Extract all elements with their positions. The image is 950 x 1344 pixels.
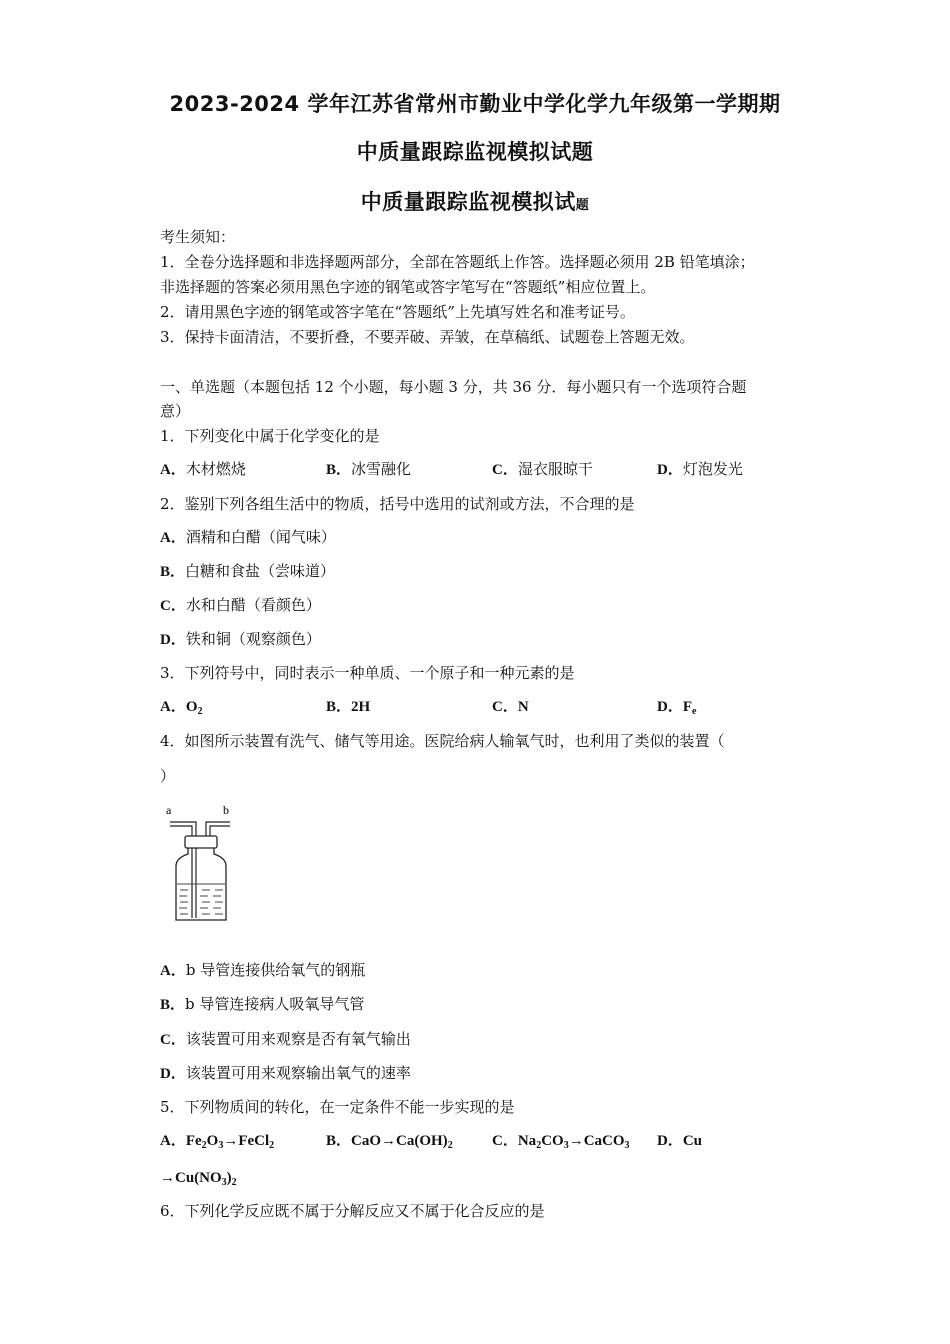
option-label: B． (326, 1133, 352, 1149)
option-label: A． (160, 963, 186, 979)
arrow-symbol: → (381, 1133, 397, 1149)
option-text: 湿衣服晾干 (517, 460, 593, 478)
option-text: 冰雪融化 (351, 460, 412, 478)
formula-part: ) (226, 1170, 232, 1186)
q3-stem: 3．下列符号中，同时表示一种单质、一个原子和一种元素的是 (160, 664, 575, 682)
q5-option-d (657, 1130, 702, 1151)
formula: 2H (351, 699, 371, 715)
q2-option-b (160, 561, 335, 582)
formula-subscript: 2 (231, 1177, 237, 1188)
formula-subscript: 2 (201, 1140, 207, 1151)
exam-title-line-1: 2023-2024 学年江苏省常州市勤业中学化学九年级第一学期期 (169, 92, 781, 116)
formula: N (517, 699, 529, 715)
notice-item-1a: 1．全卷分选择题和非选择题两部分，全部在答题纸上作答。选择题必须用 2B 铅笔填涂； (160, 253, 755, 271)
section-heading-1: 一、单选题（本题包括 12 个小题，每小题 3 分，共 36 分．每小题只有一个选项符合题 (160, 378, 747, 396)
liquid (177, 884, 225, 914)
q4-option-a (160, 960, 365, 981)
q1-option-a (160, 459, 246, 480)
formula-subscript: 3 (624, 1140, 630, 1151)
q2-option-c (160, 595, 321, 616)
option-label: B． (160, 564, 186, 580)
exam-title-line-3 (0, 186, 950, 216)
q3-option-a (160, 696, 203, 717)
q2-option-d (160, 629, 321, 650)
q2-stem: 2．鉴别下列各组生活中的物质，括号中选用的试剂或方法，不合理的是 (160, 495, 635, 513)
option-label: A． (160, 699, 186, 715)
formula: Cu (682, 1133, 703, 1149)
title-line-3-main: 中质量跟踪监视模拟试 (360, 190, 576, 214)
notice-item-1b: 非选择题的答案必须用黑色字迹的钢笔或答字笔写在“答题纸”相应位置上。 (160, 278, 656, 296)
option-label: A． (160, 530, 186, 546)
formula-part: O (206, 1133, 219, 1149)
arrow-symbol: → (160, 1170, 175, 1186)
formula-subscript: 2 (536, 1140, 542, 1151)
formula (683, 699, 697, 715)
option-label: B． (326, 699, 352, 715)
formula-main: F (682, 699, 693, 715)
q1-option-b (326, 459, 411, 480)
option-label: C． (492, 699, 518, 715)
option-label: B． (326, 462, 352, 478)
option-text: 铁和铜（观察颜色） (185, 630, 321, 648)
option-label: D． (657, 699, 683, 715)
q1-option-d (657, 459, 743, 480)
option-text: 木材燃烧 (185, 460, 246, 478)
option-label: C． (160, 598, 186, 614)
option-label: D． (657, 1133, 683, 1149)
formula (186, 699, 203, 715)
option-label: C． (492, 462, 518, 478)
q3-option-d (657, 696, 696, 717)
option-label: A． (160, 462, 186, 478)
formula-part: Cu(NO (175, 1170, 222, 1186)
option-text: b 导管连接供给氧气的钢瓶 (185, 961, 366, 979)
exam-title-line-2: 中质量跟踪监视模拟试题 (356, 140, 594, 164)
formula-subscript: 2 (197, 706, 203, 717)
formula-subscript: 2 (269, 1140, 275, 1151)
option-label: D． (160, 1066, 186, 1082)
notice-item-3: 3．保持卡面清洁，不要折叠，不要弄破、弄皱，在草稿纸、试题卷上答题无效。 (160, 328, 695, 346)
formula (186, 1133, 274, 1149)
option-label: A． (160, 1133, 186, 1149)
formula-subscript: e (692, 706, 697, 717)
formula-part: CaO (351, 1133, 382, 1149)
formula-part: Fe (185, 1133, 202, 1149)
option-text: 该装置可用来观察输出氧气的速率 (185, 1064, 411, 1082)
q6-stem: 6．下列化学反应既不属于分解反应又不属于化合反应的是 (160, 1202, 545, 1220)
q4-option-c (160, 1029, 411, 1050)
tube-label-a: a (166, 803, 172, 817)
q5-option-a (160, 1130, 274, 1151)
q4-option-d (160, 1063, 411, 1084)
formula (518, 1133, 630, 1149)
q1-option-c (492, 459, 593, 480)
title-line-3-small: 题 (575, 198, 590, 213)
formula-part: Na (517, 1133, 537, 1149)
option-text: 白糖和食盐（尝味道） (185, 562, 336, 580)
option-text: 灯泡发光 (682, 460, 743, 478)
formula-main: O (185, 699, 198, 715)
option-label: B． (160, 997, 186, 1013)
formula-part: FeCl (238, 1133, 270, 1149)
gas-washing-bottle-diagram (160, 800, 240, 925)
q1-stem: 1．下列变化中属于化学变化的是 (160, 427, 380, 445)
q3-option-c (492, 696, 529, 717)
q5-stem: 5．下列物质间的转化，在一定条件不能一步实现的是 (160, 1098, 515, 1116)
option-label: D． (657, 462, 683, 478)
formula-subscript: 3 (221, 1177, 227, 1188)
q3-option-b (326, 696, 370, 717)
option-label: C． (492, 1133, 518, 1149)
q5-option-c (492, 1130, 630, 1151)
q5-option-d-continued (160, 1167, 237, 1188)
formula (160, 1170, 237, 1186)
option-text: 水和白醋（看颜色） (185, 596, 321, 614)
bottle (176, 836, 226, 920)
formula-subscript: 3 (563, 1140, 569, 1151)
q4-stem: 4．如图所示装置有洗气、储气等用途。医院给病人输氧气时，也利用了类似的装置（ (160, 732, 725, 750)
option-text: b 导管连接病人吸氧导气管 (185, 995, 365, 1013)
q2-option-a (160, 527, 336, 548)
option-text: 酒精和白醋（闻气味） (185, 528, 336, 546)
formula-subscript: 3 (218, 1140, 224, 1151)
formula-subscript: 2 (447, 1140, 453, 1151)
tube-label-b: b (223, 803, 229, 817)
q5-option-b (326, 1130, 453, 1151)
option-text: 该装置可用来观察是否有氧气输出 (185, 1030, 411, 1048)
arrow-symbol: → (223, 1133, 239, 1149)
option-label: D． (160, 632, 186, 648)
formula-part: Ca(OH) (396, 1133, 448, 1149)
formula (351, 1133, 453, 1149)
section-heading-2: 意） (160, 402, 191, 420)
notice-item-2: 2．请用黑色字迹的钢笔或答字笔在“答题纸”上先填写姓名和准考证号。 (160, 303, 635, 321)
formula-part: CO (541, 1133, 564, 1149)
option-label: C． (160, 1032, 186, 1048)
formula-part: CaCO (583, 1133, 625, 1149)
notice-heading: 考生须知： (160, 228, 236, 246)
arrow-symbol: → (568, 1133, 584, 1149)
q4-option-b (160, 994, 364, 1015)
q4-stem-end: ） (160, 767, 176, 785)
